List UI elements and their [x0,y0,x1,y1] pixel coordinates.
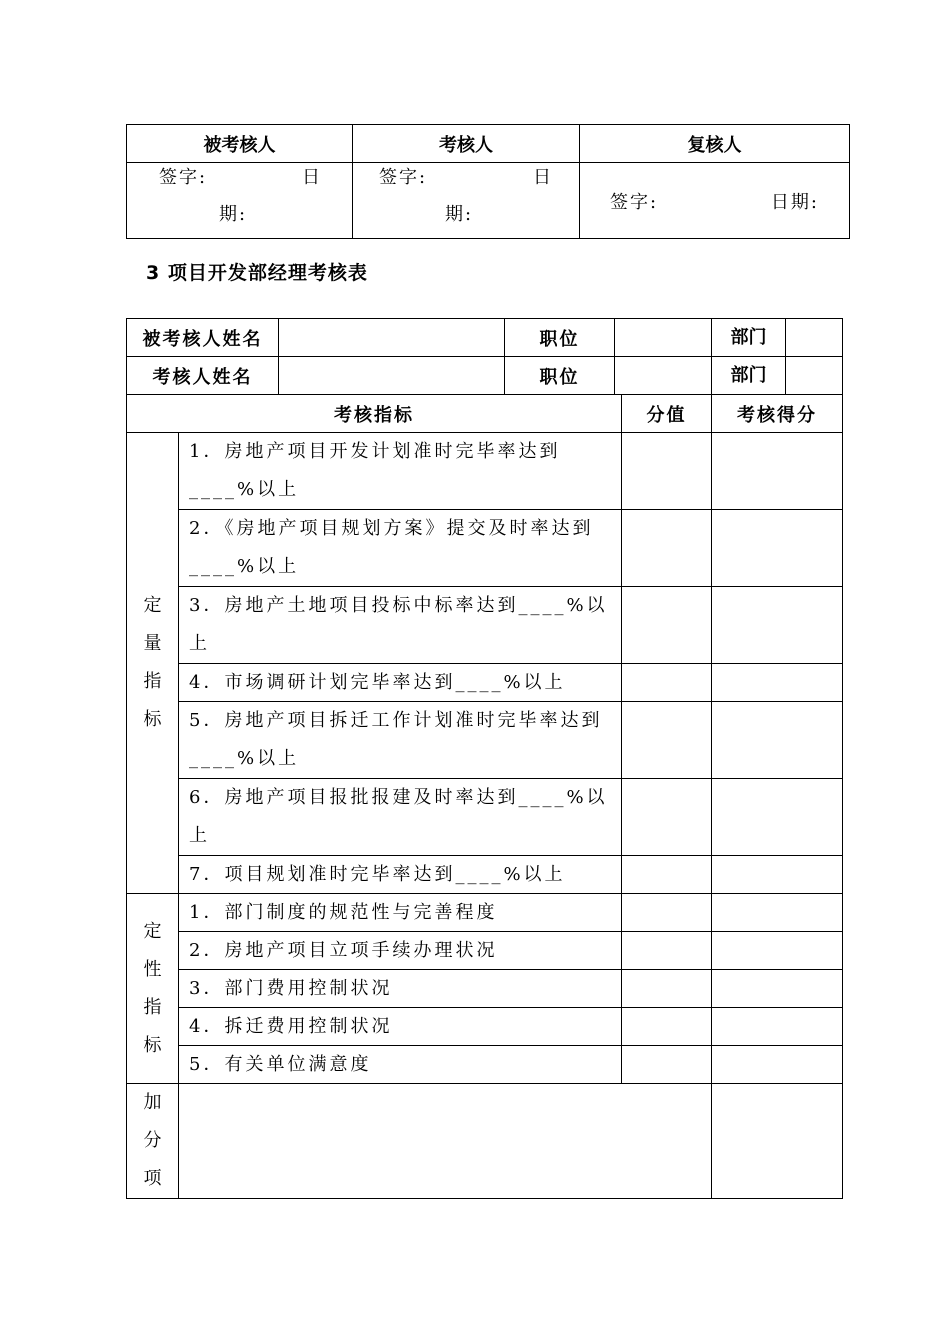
date-label-part1: 日 [533,167,553,188]
qualitative-item-1: 1．部门制度的规范性与完善程度 [179,894,622,932]
evaluatee-name-label: 被考核人姓名 [127,319,279,357]
value-cell[interactable] [622,932,712,970]
qualitative-item-3: 3．部门费用控制状况 [179,970,622,1008]
label-char: 标 [143,1034,162,1056]
evaluatee-position-field[interactable] [615,319,712,357]
reviewer-signature-cell[interactable] [580,163,850,239]
score-cell[interactable] [712,970,843,1008]
score-cell[interactable] [712,1046,843,1084]
score-header: 考核得分 [712,395,843,433]
label-char: 标 [143,709,162,730]
evaluator-position-label: 职位 [505,357,615,395]
score-cell[interactable] [712,433,843,510]
quantitative-item-6: 6．房地产项目报批报建及时率达到____%以上 [179,779,622,856]
value-header: 分值 [622,395,712,433]
score-cell[interactable] [712,510,843,587]
qualitative-label [127,894,179,1084]
value-cell[interactable] [622,856,712,894]
evaluatee-position-label: 职位 [505,319,615,357]
header-reviewer: 复核人 [580,125,850,163]
evaluator-dept-field[interactable] [785,357,842,394]
label-char: 分 [143,1130,162,1151]
qualitative-item-4: 4．拆迁费用控制状况 [179,1008,622,1046]
quantitative-item-7: 7．项目规划准时完毕率达到____%以上 [179,856,622,894]
indicator-header: 考核指标 [127,395,622,433]
signature-table [126,124,850,239]
value-cell[interactable] [622,587,712,664]
evaluator-dept-cell [712,357,843,395]
value-cell[interactable] [622,702,712,779]
value-cell[interactable] [622,779,712,856]
date-label-part2: 期: [445,204,474,225]
sign-label: 签字: [610,191,659,213]
label-char: 定 [143,595,162,616]
quantitative-item-3: 3．房地产土地项目投标中标率达到____%以上 [179,587,622,664]
value-cell[interactable] [622,894,712,932]
date-label-part1: 日 [302,167,322,188]
quantitative-item-5: 5．房地产项目拆迁工作计划准时完毕率达到____%以上 [179,702,622,779]
label-char: 性 [143,958,162,980]
evaluator-name-field[interactable] [279,357,505,395]
evaluatee-name-field[interactable] [279,319,505,357]
value-cell[interactable] [622,510,712,587]
evaluatee-dept-field[interactable] [785,319,842,356]
header-evaluatee: 被考核人 [127,125,353,163]
bonus-label [127,1084,179,1199]
evaluator-signature-cell[interactable] [353,163,580,239]
bonus-score-cell[interactable] [712,1084,843,1199]
score-cell[interactable] [712,1008,843,1046]
score-cell[interactable] [712,664,843,702]
evaluation-table [126,318,843,1199]
value-cell[interactable] [622,664,712,702]
header-evaluator: 考核人 [353,125,580,163]
label-char: 量 [143,633,162,654]
qualitative-item-5: 5．有关单位满意度 [179,1046,622,1084]
sign-label: 签字: [379,167,428,188]
score-cell[interactable] [712,587,843,664]
evaluatee-dept-cell [712,319,843,357]
label-char: 项 [143,1168,162,1189]
sign-label: 签字: [159,167,208,188]
evaluator-position-field[interactable] [615,357,712,395]
label-char: 定 [143,920,162,942]
value-cell[interactable] [622,1008,712,1046]
bonus-content-cell[interactable] [179,1084,712,1199]
value-cell[interactable] [622,970,712,1008]
qualitative-item-2: 2．房地产项目立项手续办理状况 [179,932,622,970]
evaluator-name-label: 考核人姓名 [127,357,279,395]
date-label-part2: 期: [219,204,248,225]
label-char: 指 [143,671,162,692]
score-cell[interactable] [712,932,843,970]
label-char: 加 [143,1092,162,1113]
score-cell[interactable] [712,779,843,856]
evaluatee-dept-label: 部门 [730,327,767,348]
quantitative-item-2: 2．《房地产项目规划方案》提交及时率达到____%以上 [179,510,622,587]
value-cell[interactable] [622,433,712,510]
quantitative-item-4: 4．市场调研计划完毕率达到____%以上 [179,664,622,702]
score-cell[interactable] [712,702,843,779]
date-label: 日期: [770,191,819,213]
score-cell[interactable] [712,856,843,894]
evaluator-dept-label: 部门 [730,365,767,386]
quantitative-label [127,433,179,894]
score-cell[interactable] [712,894,843,932]
evaluatee-signature-cell[interactable] [127,163,353,239]
value-cell[interactable] [622,1046,712,1084]
quantitative-item-1: 1．房地产项目开发计划准时完毕率达到____%以上 [179,433,622,510]
section-title: 3 项目开发部经理考核表 [146,262,368,284]
label-char: 指 [143,996,162,1018]
